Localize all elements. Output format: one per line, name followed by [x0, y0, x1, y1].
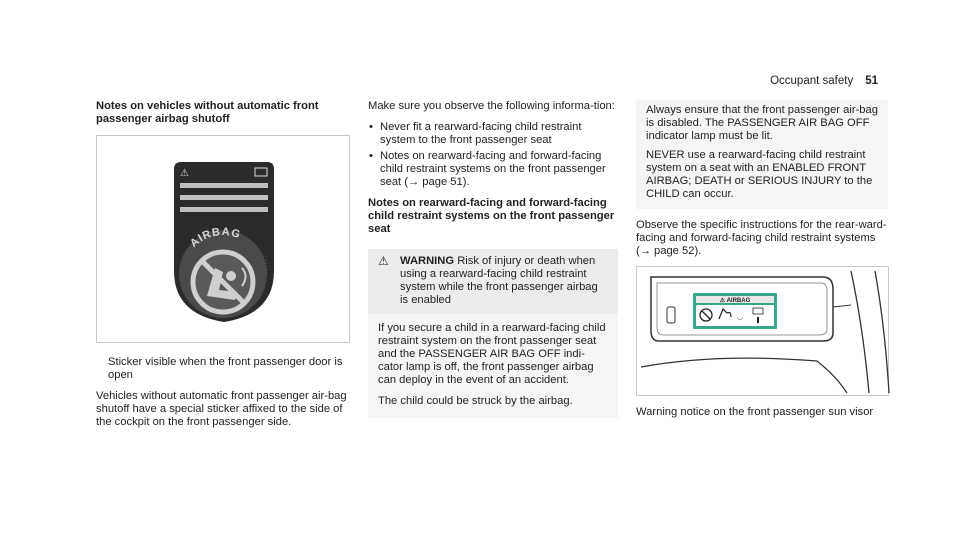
warning-paragraph: Always ensure that the front passenger air-bag is disabled. The PASSENGER AIR BAG OFF indicator lamp must be lit.: [646, 104, 878, 142]
intro-text: Make sure you observe the following informa-tion:: [368, 100, 615, 112]
column-3: [636, 100, 888, 427]
warning-text: Risk of injury or death when using a rearward-facing child restraint system while the front passenger airbag is enabled: [400, 255, 598, 306]
warning-box-continued: [636, 100, 888, 209]
airbag-sticker-figure: [96, 135, 350, 343]
sun-visor-figure: [636, 266, 889, 396]
svg-text:◡: ◡: [737, 313, 744, 321]
list-item[interactable]: • Notes on rearward-facing and forward-facing child restraint systems on the front passenger seat (→ page 51).: [369, 150, 606, 188]
list-item: • Never fit a rearward-facing child restraint system to the front passenger seat: [369, 121, 582, 146]
warning-header: [368, 249, 618, 314]
warning-paragraph: NEVER use a rearward-facing child restraint system on a seat with an ENABLED FRONT AIRBAG; DEATH or SERIOUS INJURY to the CHILD can occur.: [646, 149, 873, 200]
section-heading-child-restraints: Notes on rearward-facing and forward-facing child restraint systems on the front passenger seat: [368, 197, 615, 235]
instructions-text[interactable]: Observe the specific instructions for the rear-ward-facing and forward-facing child restraint systems (→ page 52).: [636, 219, 887, 257]
sticker-description: Vehicles without automatic front passenger air-bag shutoff have a special sticker affixed to the side of the cockpit on the front passenger side.: [96, 390, 347, 428]
sun-visor-caption: Warning notice on the front passenger sun visor: [636, 406, 874, 418]
warning-triangle-icon: ⚠: [378, 254, 389, 268]
warning-box: [368, 249, 618, 418]
warning-label: WARNING: [400, 255, 455, 267]
page-number: 51: [865, 75, 878, 87]
section-title: Occupant safety: [770, 75, 854, 87]
warning-body: [368, 314, 618, 418]
svg-text:· · · · · ·: · · · · · ·: [263, 256, 269, 274]
sticker-warning-icon: ⚠: [180, 168, 189, 179]
page-header: [770, 75, 878, 88]
warning-paragraph: If you secure a child in a rearward-facing child restraint system on the front passenger seat and the PASSENGER AIR BAG OFF indi-cator lamp is off, the front passenger airbag can deploy in the event of an accident.: [378, 322, 606, 386]
sun-visor-illustration: [637, 267, 890, 397]
bullet-icon: •: [369, 121, 373, 133]
column-1: [96, 100, 351, 437]
column-2: [368, 100, 618, 418]
visor-sticker-label: ⚠ AIRBAG: [719, 298, 751, 304]
airbag-sticker-illustration: [97, 136, 351, 344]
info-bullet-list: [368, 121, 618, 189]
sticker-airbag-text: AIRBAG: [187, 225, 243, 250]
section-heading-no-auto-shutoff: Notes on vehicles without automatic front passenger airbag shutoff: [96, 100, 319, 125]
warning-paragraph: The child could be struck by the airbag.: [378, 395, 573, 407]
bullet-icon: •: [369, 150, 373, 162]
sticker-caption: Sticker visible when the front passenger door is open: [108, 356, 343, 381]
